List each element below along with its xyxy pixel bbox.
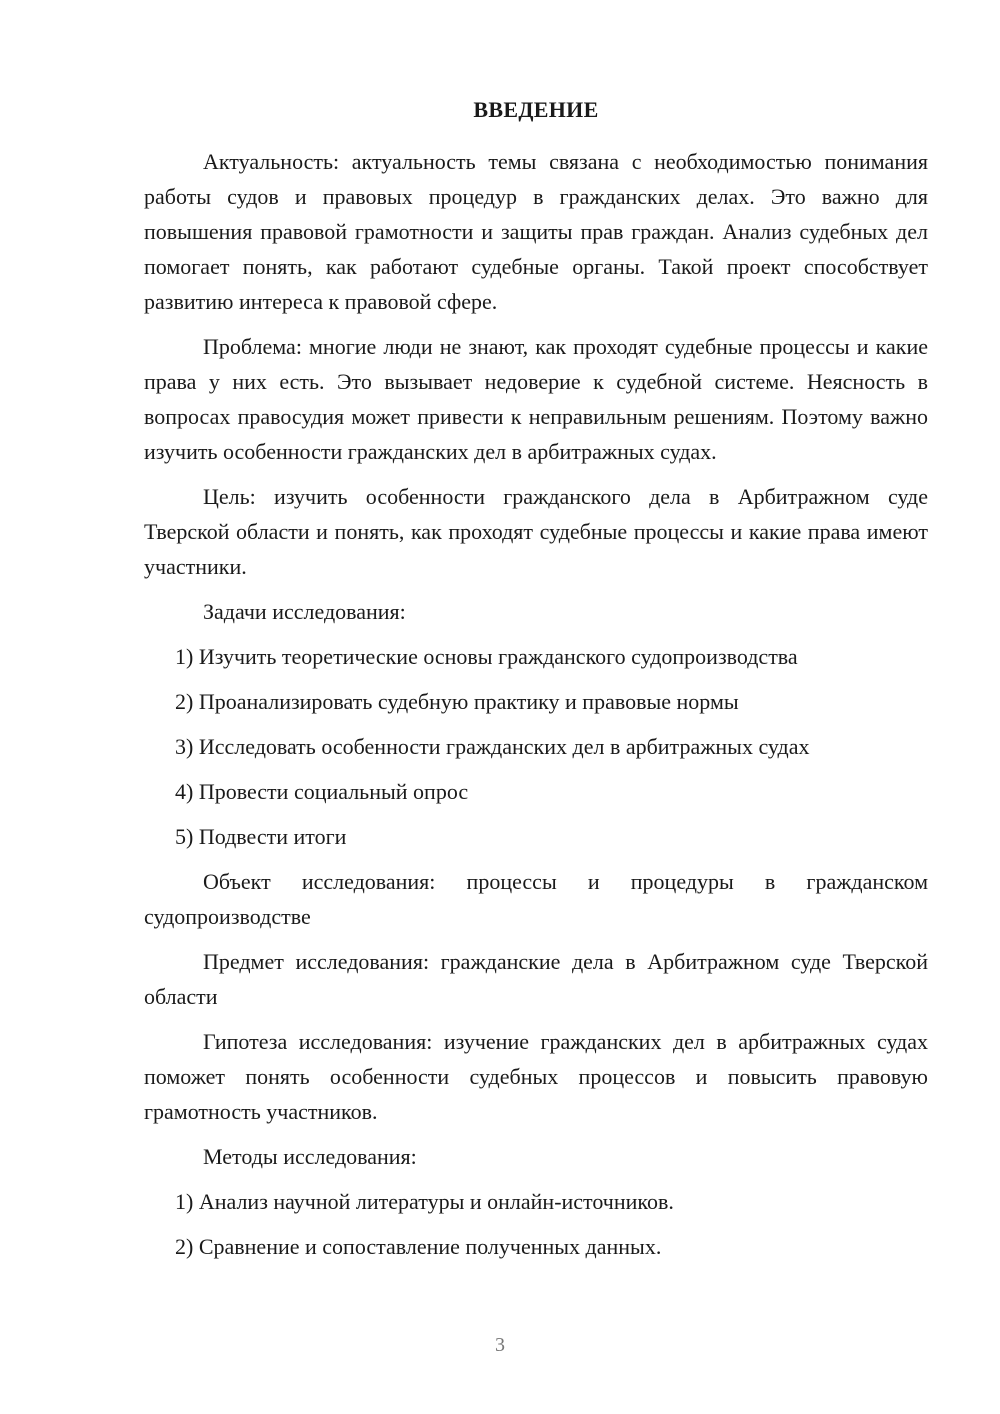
task-item-3: 3) Исследовать особенности гражданских дел в арбитражных судах — [175, 734, 810, 759]
document-page — [144, 94, 928, 1274]
task-item-4: 4) Провести социальный опрос — [175, 779, 469, 804]
task-item-2: 2) Проанализировать судебную практику и правовые нормы — [175, 689, 739, 714]
subject-paragraph: Предмет исследования: гражданские дела в Арбитражном суде Тверской области — [144, 949, 928, 1009]
method-item-2: 2) Сравнение и сопоставление полученных данных. — [175, 1234, 662, 1259]
object-paragraph: Объект исследования: процессы и процедуры в гражданском судопроизводстве — [144, 869, 928, 929]
page-number: 3 — [495, 1334, 505, 1356]
tasks-heading: Задачи исследования: — [203, 599, 406, 624]
hypothesis-paragraph: Гипотеза исследования: изучение гражданских дел в арбитражных судах поможет понять особенности судебных процессов и повысить правовую грамотность участников. — [144, 1029, 928, 1124]
task-item-1: 1) Изучить теоретические основы гражданского судопроизводства — [175, 644, 798, 669]
methods-heading: Методы исследования: — [203, 1144, 417, 1169]
goal-paragraph: Цель: изучить особенности гражданского дела в Арбитражном суде Тверской области и понять, как проходят судебные процессы и какие права имеют участники. — [144, 484, 928, 579]
relevance-paragraph: Актуальность: актуальность темы связана с необходимостью понимания работы судов и правовых процедур в гражданских делах. Это важно для повышения правовой грамотности и защиты прав граждан. Анализ судебных дел помогает понять, как работают судебные органы. Такой проект способствует развитию интереса к правовой сфере. — [144, 149, 928, 314]
page-title: ВВЕДЕНИЕ — [473, 97, 599, 122]
problem-paragraph: Проблема: многие люди не знают, как проходят судебные процессы и какие права у них есть. Это вызывает недоверие к судебной системе. Неясность в вопросах правосудия может привести к неправильным решениям. Поэтому важно изучить особенности гражданских дел в арбитражных судах. — [144, 334, 928, 464]
method-item-1: 1) Анализ научной литературы и онлайн-источников. — [175, 1189, 674, 1214]
task-item-5: 5) Подвести итоги — [175, 824, 347, 849]
